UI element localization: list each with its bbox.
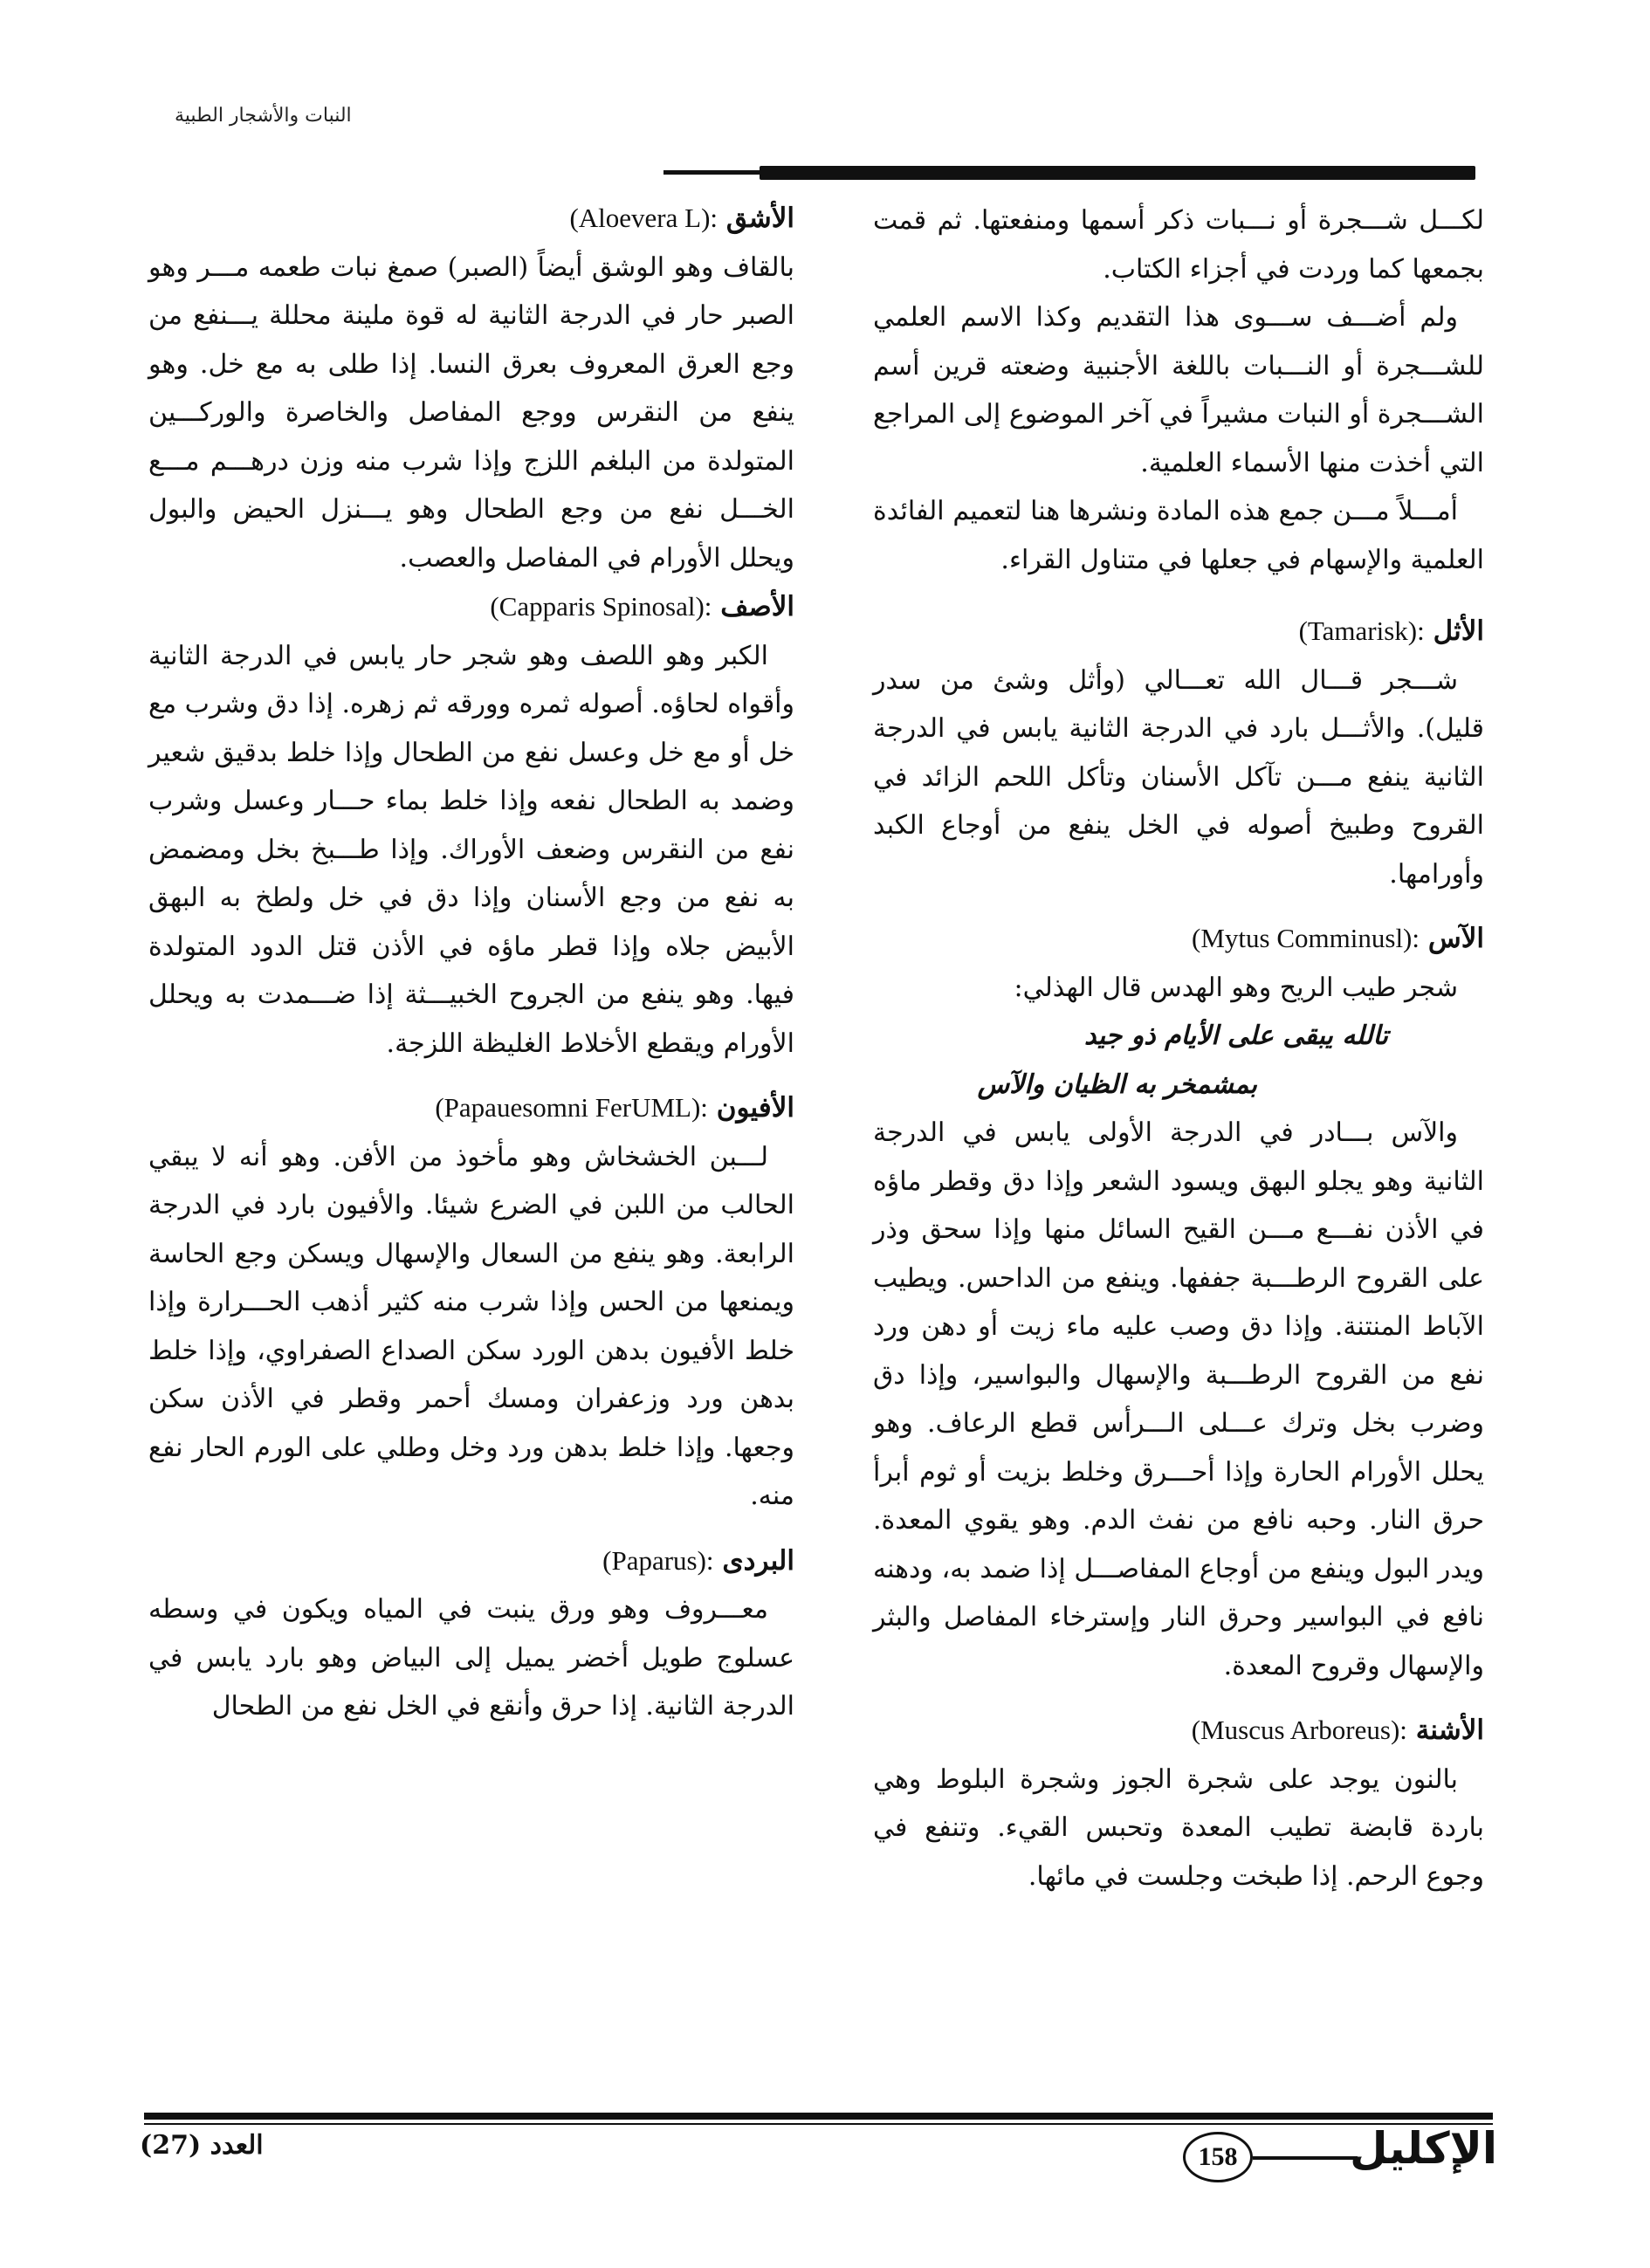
top-rule bbox=[760, 166, 1475, 180]
entry-heading-asaf bbox=[148, 582, 794, 632]
spacer bbox=[873, 584, 1484, 607]
issue-number: العدد (27) bbox=[140, 2130, 264, 2161]
entry-text-athl: شـــجر قـــال الله تعـــالي (وأثل وشئ من سدر قليل). والأثـــل بارد في الدرجة الثانية يابس في الدرجة الثانية ينفع مـــن تآكل الأسنان وتأكل اللحم الزائد في القروح وطبيخ أصوله في الخل ينفع من أوجاع الكبد وأورامها. bbox=[873, 664, 1484, 890]
journal-logo: الإكليل bbox=[1350, 2123, 1497, 2174]
entry-term: الأشق bbox=[725, 203, 794, 234]
entry-heading-ashq bbox=[148, 194, 794, 244]
poem-verse-2: بمشمخر به الظيان والآس bbox=[977, 1069, 1257, 1100]
footer-line bbox=[1253, 2156, 1358, 2160]
spacer bbox=[873, 898, 1484, 914]
entry-text-afyun: لـــبن الخشخاش وهو مأخوذ من الأفن. وهو أنه لا يبقي الحالب من اللبن في الضرع شيئا. والأفيون بارد في الدرجة الرابعة. وهو ينفع من السعال والإسهال ويسكن وجع الحاسة ويمنعها من الحس وإذا شرب منه كثير أذهب الحـــرارة وإذا خلط الأفيون بدهن الورد سكن الصداع الصفراوي، وإذا خلط بدهن ورد وزعفران ومسك أحمر وقطر في الأذن سكن وجعها. وإذا خلط بدهن ورد وخل وطلي على الورم الحار نفع منه. bbox=[148, 1141, 794, 1511]
right-column bbox=[873, 196, 1484, 1900]
paragraph-intro-2: ولم أضـــف ســـوى هذا التقديم وكذا الاسم العلمي للشـــجرة أو النـــبات باللغة الأجنبية وضعته قرين أسم الشـــجرة أو النبات مشيراً في آخر الموضوع إلى المراجع التي أخذت منها الأسماء العلمية. bbox=[873, 302, 1484, 478]
spacer bbox=[873, 1690, 1484, 1706]
spacer bbox=[148, 1521, 794, 1536]
entry-heading-ushna bbox=[873, 1706, 1484, 1756]
entry-text-ushna: بالنون يوجد على شجرة الجوز وشجرة البلوط وهي باردة قابضة تطيب المعدة وتحبس القيء. وتنفع في وجوع الرحم. إذا طبخت وجلست في مائها. bbox=[873, 1763, 1484, 1892]
entry-heading-athl bbox=[873, 607, 1484, 656]
entry-latin-name: (Tamarisk): bbox=[1298, 615, 1425, 646]
entry-term: الآس bbox=[1427, 923, 1484, 954]
spacer bbox=[148, 1068, 794, 1083]
entry-latin-name: (Capparis Spinosal): bbox=[490, 591, 712, 622]
entry-term: البردى bbox=[722, 1544, 794, 1577]
entry-term: الأصف bbox=[720, 591, 794, 622]
left-column bbox=[148, 194, 794, 1731]
entry-term: الأفيون bbox=[716, 1092, 794, 1124]
entry-heading-bardi bbox=[148, 1536, 794, 1586]
bottom-rule bbox=[144, 2113, 1493, 2120]
footer-masthead bbox=[1170, 2123, 1502, 2193]
entry-text-aas: والآس بـــادر في الدرجة الأولى يابس في الدرجة الثانية وهو يجلو البهق ويسود الشعر وإذا دق وقطر ماؤه في الأذن نفـــع مـــن القيح السائل منها وإذا سحق وذر على القروح الرطـــبة جففها. وينفع من الداحس. ويطيب الآباط المنتنة. وإذا دق وصب عليه ماء زيت أو دهن ورد نفع من القروح الرطـــبة والإسهال والبواسير، وإذا دق وضرب بخل وترك عـــلى الـــرأس قطع الرعاف. وهو يحلل الأورام الحارة وإذا أحـــرق وخلط بزيت أو ثوم أبرأ حرق النار. وحبه نافع من نفث الدم. وهو يقوي المعدة. ويدر البول وينفع من أوجاع المفاصـــل إذا ضمد به، ودهنه نافع في البواسير وحرق النار وإسترخاء المفاصل والبثر والإسهال وقروح المعدة. bbox=[873, 1117, 1484, 1681]
running-title: النبات والأشجار الطبية bbox=[175, 105, 352, 127]
entry-latin-name: (Paparus): bbox=[602, 1544, 714, 1576]
entry-heading-aas bbox=[873, 914, 1484, 964]
entry-heading-afyun bbox=[148, 1083, 794, 1133]
entry-term: الأثل bbox=[1433, 615, 1484, 647]
poem-verse-1: تالله يبقى على الأيام ذو جيد bbox=[1084, 1021, 1388, 1051]
entry-text-ashq: بالقاف وهو الوشق أيضاً (الصبر) صمغ نبات طعمه مـــر وهو الصبر حار في الدرجة الثانية له قوة ملينة محللة يـــنفع من وجع العرق المعروف بعرق النسا. إذا طلى به مع خل. وهو ينفع من النقرس ووجع المفاصل والخاصرة والوركـــين المتولدة من البلغم اللزج وإذا شرب منه وزن درهـــم مـــع الخـــل نفع من وجع الطحال وهو يـــنزل الحيض والبول ويحلل الأورام في المفاصل والعصب. bbox=[148, 251, 794, 574]
entry-latin-name: (Muscus Arboreus): bbox=[1191, 1715, 1407, 1745]
page-number: 158 bbox=[1183, 2132, 1253, 2182]
entry-intro-aas: شجر طيب الريح وهو الهدس قال الهذلي: bbox=[1014, 972, 1458, 1003]
paragraph-intro-3: أمـــلاً مـــن جمع هذه المادة ونشرها هنا لتعميم الفائدة العلمية والإسهام في جعلها في متناول القراء. bbox=[873, 496, 1484, 575]
entry-latin-name: (Papauesomni FerUML): bbox=[435, 1092, 708, 1123]
entry-term: الأشنة bbox=[1415, 1715, 1484, 1746]
paragraph-intro-1: لكـــل شـــجرة أو نـــبات ذكر أسمها ومنفعتها. ثم قمت بجمعها كما وردت في أجزاء الكتاب. bbox=[873, 205, 1484, 285]
entry-latin-name: (Aloevera L): bbox=[569, 203, 718, 233]
entry-text-bardi: معـــروف وهو ورق ينبت في المياه ويكون في وسطه عسلوج طويل أخضر يميل إلى البياض وهو بارد يابس في الدرجة الثانية. إذا حرق وأنقع في الخل نفع من الطحال bbox=[148, 1594, 794, 1722]
entry-latin-name: (Mytus Comminusl): bbox=[1192, 923, 1420, 953]
entry-text-asaf: الكبر وهو اللصف وهو شجر حار يابس في الدرجة الثانية وأقواه لحاؤه. أصوله ثمره وورقه ثم زهره. إذا دق وشرب مع خل أو مع خل وعسل نفع من الطحال وإذا خلط بدقيق شعير وضمد به الطحال نفعه وإذا خلط بماء حـــار وعسل وشرب نفع من النقرس وضعف الأوراك. وإذا طـــبخ بخل ومضمض به نفع من وجع الأسنان وإذا دق في خل ولطخ به البهق الأبيض جلاه وإذا قطر ماؤه في الأذن قتل الدود المتولدة فيها. وهو ينفع من الجروح الخبيـــثة إذا ضـــمدت به ويحلل الأورام ويقطع الأخلاط الغليظة اللزجة. bbox=[148, 640, 794, 1059]
